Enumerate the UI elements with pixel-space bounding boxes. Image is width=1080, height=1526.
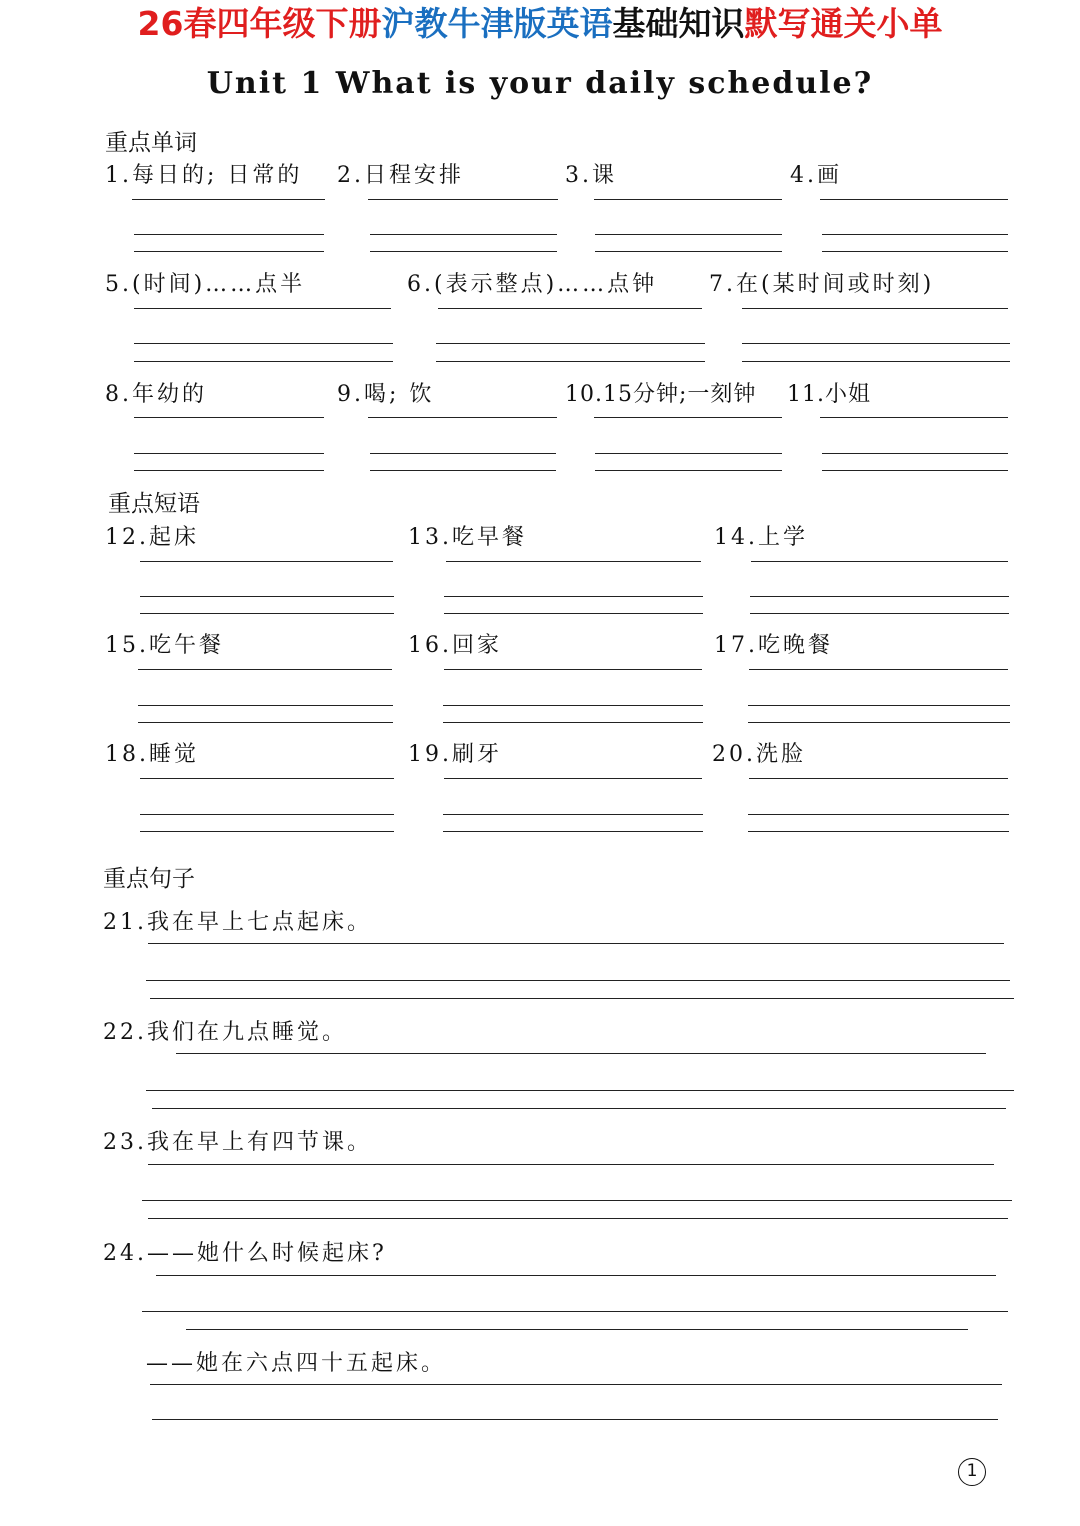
phrase-prompt: 14.上学 — [714, 525, 808, 550]
answer-line[interactable] — [444, 669, 702, 670]
answer-line[interactable] — [822, 470, 1008, 471]
answer-line[interactable] — [148, 1218, 1008, 1219]
phrase-prompt: 20.洗脸 — [712, 742, 806, 767]
answer-line[interactable] — [134, 308, 391, 309]
answer-line[interactable] — [370, 234, 557, 235]
unit-title: Unit 1 What is your daily schedule? — [206, 66, 874, 101]
answer-line[interactable] — [742, 361, 1010, 362]
answer-line[interactable] — [595, 251, 782, 252]
answer-line[interactable] — [148, 1164, 994, 1165]
answer-line[interactable] — [750, 613, 1009, 614]
answer-line[interactable] — [148, 943, 1004, 944]
phrase-prompt: 17.吃晚餐 — [714, 633, 833, 658]
word-prompt: 10.15分钟;一刻钟 — [565, 382, 757, 407]
phrase-prompt: 15.吃午餐 — [105, 633, 224, 658]
answer-line[interactable] — [436, 361, 705, 362]
answer-line[interactable] — [595, 234, 782, 235]
answer-line[interactable] — [748, 705, 1010, 706]
word-prompt: 4.画 — [790, 163, 842, 188]
word-prompt: 8.年幼的 — [105, 382, 207, 407]
answer-line[interactable] — [368, 199, 558, 200]
banner-type: 默写通关小单 — [744, 4, 943, 43]
answer-line[interactable] — [142, 1200, 1012, 1201]
answer-line[interactable] — [742, 343, 1010, 344]
answer-line[interactable] — [594, 417, 782, 418]
answer-line[interactable] — [446, 561, 701, 562]
sentence-prompt: 22.我们在九点睡觉。 — [103, 1020, 347, 1045]
answer-line[interactable] — [444, 778, 702, 779]
answer-line[interactable] — [751, 561, 1008, 562]
section-heading-words: 重点单词 — [105, 130, 197, 156]
answer-line[interactable] — [138, 705, 393, 706]
answer-line[interactable] — [443, 831, 703, 832]
answer-line[interactable] — [146, 980, 1010, 981]
section-heading-sentences: 重点句子 — [103, 866, 195, 892]
answer-line[interactable] — [822, 453, 1008, 454]
answer-line[interactable] — [749, 778, 1008, 779]
answer-line[interactable] — [140, 814, 394, 815]
answer-line[interactable] — [370, 470, 556, 471]
answer-line[interactable] — [134, 343, 393, 344]
answer-line[interactable] — [436, 343, 705, 344]
answer-line[interactable] — [140, 831, 394, 832]
answer-line[interactable] — [152, 1108, 1006, 1109]
word-prompt: 9.喝; 饮 — [337, 382, 435, 407]
banner-grade: 26春四年级下册 — [137, 4, 382, 43]
answer-line[interactable] — [146, 1090, 1014, 1091]
word-prompt: 1.每日的; 日常的 — [105, 163, 303, 188]
answer-line[interactable] — [749, 669, 1008, 670]
answer-line[interactable] — [822, 234, 1008, 235]
answer-line[interactable] — [134, 234, 324, 235]
answer-line[interactable] — [368, 417, 557, 418]
answer-line[interactable] — [140, 596, 394, 597]
answer-line[interactable] — [132, 199, 325, 200]
answer-line[interactable] — [140, 561, 393, 562]
answer-line[interactable] — [443, 722, 703, 723]
phrase-prompt: 16.回家 — [408, 633, 502, 658]
sentence-prompt: 23.我在早上有四节课。 — [103, 1130, 372, 1155]
word-prompt: 6.(表示整点)……点钟 — [407, 272, 658, 297]
answer-line[interactable] — [134, 251, 324, 252]
answer-line[interactable] — [140, 613, 394, 614]
answer-line[interactable] — [443, 705, 703, 706]
answer-line[interactable] — [748, 722, 1010, 723]
phrase-prompt: 19.刷牙 — [408, 742, 502, 767]
word-prompt: 11.小姐 — [787, 382, 871, 407]
word-prompt: 2.日程安排 — [337, 163, 464, 188]
answer-line[interactable] — [186, 1329, 968, 1330]
answer-line[interactable] — [134, 453, 324, 454]
answer-line[interactable] — [748, 814, 1009, 815]
answer-line[interactable] — [152, 1419, 998, 1420]
sentence-prompt: ——她在六点四十五起床。 — [146, 1351, 447, 1376]
answer-line[interactable] — [138, 722, 393, 723]
answer-line[interactable] — [134, 417, 324, 418]
answer-line[interactable] — [134, 361, 393, 362]
answer-line[interactable] — [443, 814, 703, 815]
answer-line[interactable] — [594, 199, 782, 200]
answer-line[interactable] — [150, 998, 1014, 999]
section-heading-phrases: 重点短语 — [108, 491, 200, 517]
answer-line[interactable] — [742, 308, 1008, 309]
answer-line[interactable] — [750, 596, 1009, 597]
answer-line[interactable] — [595, 470, 782, 471]
word-prompt: 3.课 — [565, 163, 617, 188]
phrase-prompt: 13.吃早餐 — [408, 525, 527, 550]
answer-line[interactable] — [438, 308, 702, 309]
answer-line[interactable] — [820, 417, 1008, 418]
phrase-prompt: 18.睡觉 — [105, 742, 199, 767]
sentence-prompt: 24.——她什么时候起床? — [103, 1241, 387, 1266]
word-prompt: 5.(时间)……点半 — [105, 272, 306, 297]
answer-line[interactable] — [444, 613, 703, 614]
answer-line[interactable] — [156, 1275, 996, 1276]
answer-line[interactable] — [150, 1384, 1002, 1385]
answer-line[interactable] — [138, 669, 392, 670]
answer-line[interactable] — [822, 251, 1008, 252]
word-prompt: 7.在(某时间或时刻) — [709, 272, 935, 297]
answer-line[interactable] — [134, 470, 324, 471]
sentence-prompt: 21.我在早上七点起床。 — [103, 910, 372, 935]
answer-line[interactable] — [370, 453, 556, 454]
answer-line[interactable] — [176, 1053, 986, 1054]
page-number: 1 — [958, 1458, 986, 1486]
answer-line[interactable] — [140, 778, 394, 779]
answer-line[interactable] — [595, 453, 782, 454]
banner-topic: 基础知识 — [612, 4, 745, 43]
phrase-prompt: 12.起床 — [105, 525, 199, 550]
worksheet-banner — [0, 2, 1080, 46]
answer-line[interactable] — [444, 596, 703, 597]
answer-line[interactable] — [748, 831, 1009, 832]
answer-line[interactable] — [370, 251, 557, 252]
answer-line[interactable] — [820, 199, 1008, 200]
banner-textbook: 沪教牛津版英语 — [381, 4, 613, 43]
answer-line[interactable] — [142, 1311, 1008, 1312]
